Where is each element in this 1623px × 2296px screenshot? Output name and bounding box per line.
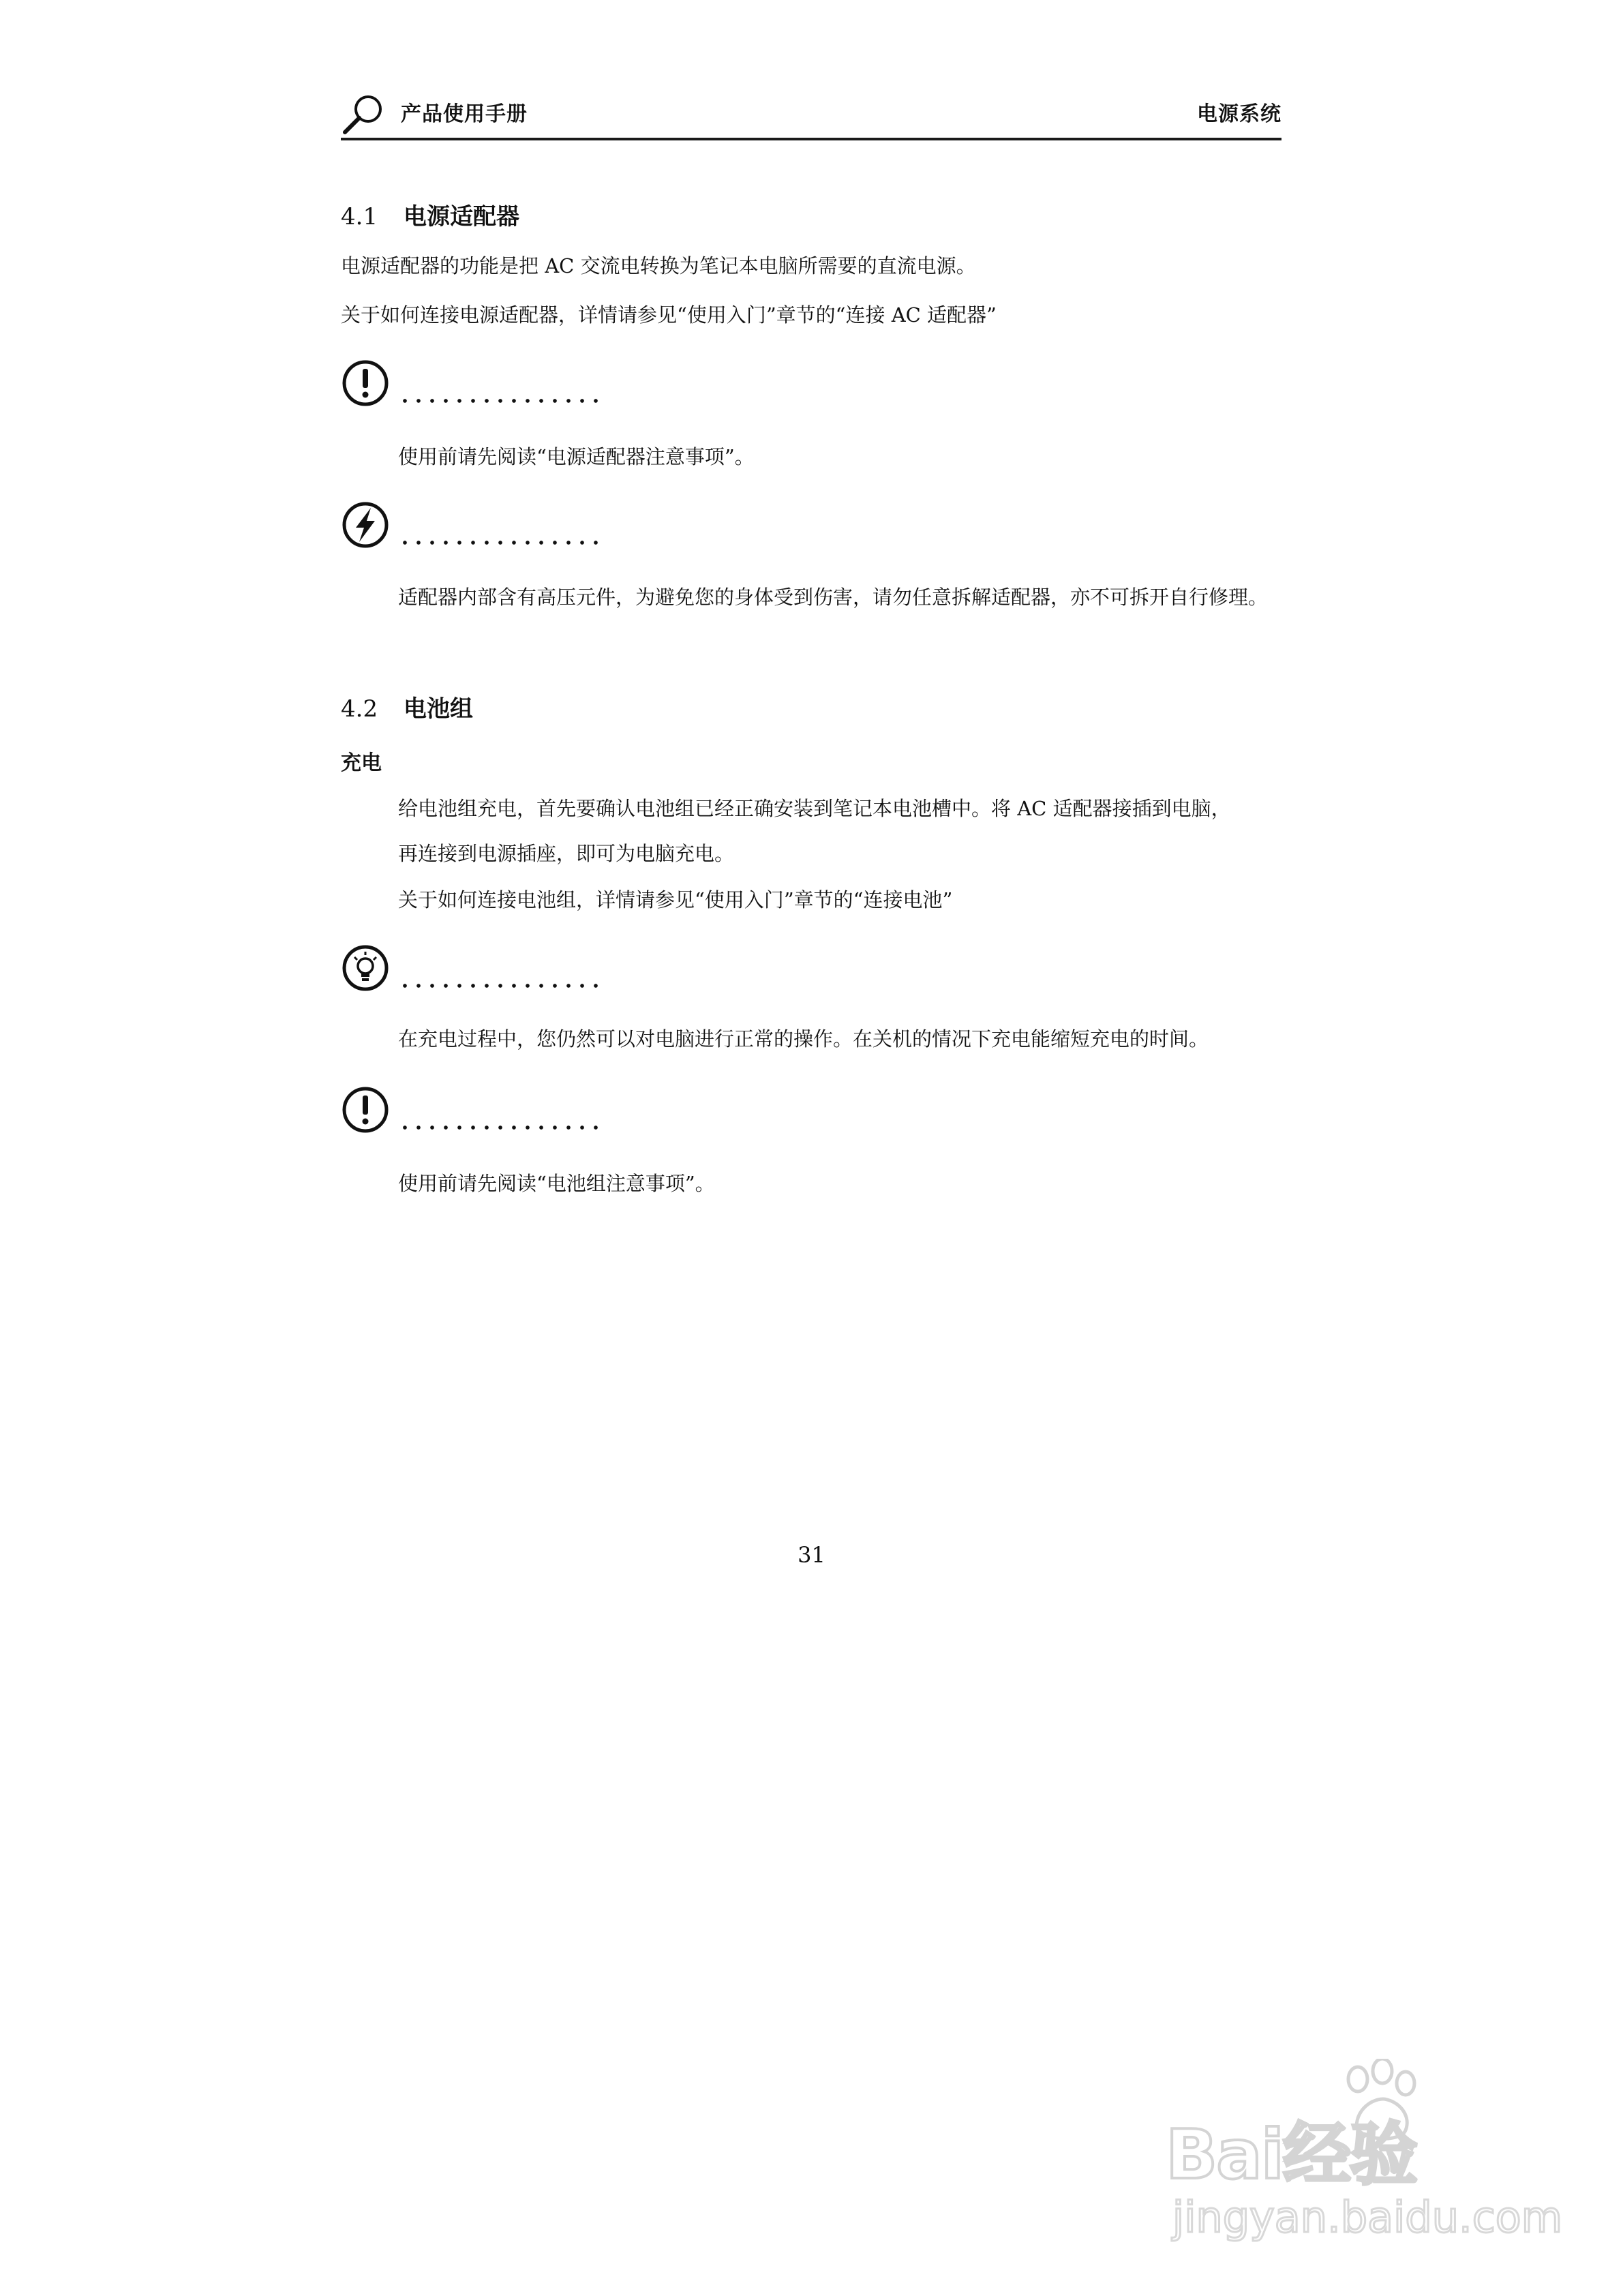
baidu-watermark [1145, 2059, 1563, 2263]
section-title: 电源适配器 [404, 203, 519, 230]
notice-text: 适配器内部含有高压元件，为避免您的身体受到伤害，请勿任意拆解适配器，亦不可拆开自行修理。 [398, 586, 1269, 609]
page-header [341, 87, 1281, 140]
dotted-leader [398, 398, 600, 404]
notice-text: 使用前请先阅读“电源适配器注意事项”。 [398, 445, 755, 468]
section-heading-4-2 [341, 690, 473, 723]
notice-text: 使用前请先阅读“电池组注意事项”。 [398, 1172, 715, 1195]
lightbulb-circle-icon [341, 943, 390, 993]
tip-notice [341, 943, 613, 998]
chapter-title: 电源系统 [1197, 102, 1281, 126]
warning-notice [341, 500, 613, 555]
watermark-brand: Bai经验 [1166, 2115, 1416, 2194]
paragraph-line: 给电池组充电，首先要确认电池组已经正确安装到笔记本电池槽中。将 AC 适配器接插到电脑， [398, 797, 1231, 820]
section-heading-4-1 [341, 198, 519, 231]
dotted-leader [398, 540, 600, 545]
attention-notice [341, 359, 613, 413]
paragraph: 电源适配器的功能是把 AC 交流电转换为笔记本电脑所需要的直流电源。 [341, 254, 976, 277]
exclamation-circle-icon [341, 1085, 390, 1134]
dotted-leader [398, 1125, 600, 1130]
paragraph: 关于如何连接电源适配器，详情请参见“使用入门”章节的“连接 AC 适配器” [341, 303, 997, 327]
lightning-circle-icon [341, 500, 390, 549]
section-title: 电池组 [404, 695, 473, 723]
attention-notice [341, 1085, 613, 1140]
dotted-leader [398, 983, 600, 988]
paragraph-line: 再连接到电源插座，即可为电脑充电。 [398, 842, 735, 865]
manual-title: 产品使用手册 [401, 102, 528, 126]
section-number: 4.1 [341, 203, 378, 230]
exclamation-circle-icon [341, 359, 390, 408]
paragraph: 关于如何连接电池组，详情请参见“使用入门”章节的“连接电池” [398, 888, 953, 911]
notice-text: 在充电过程中，您仍然可以对电脑进行正常的操作。在关机的情况下充电能缩短充电的时间。 [398, 1027, 1209, 1051]
page-number: 31 [798, 1542, 825, 1568]
watermark-url: jingyan.baidu.com [1172, 2192, 1563, 2242]
section-number: 4.2 [341, 695, 378, 723]
magnifier-icon [341, 93, 384, 136]
subheading-charging: 充电 [341, 751, 382, 775]
